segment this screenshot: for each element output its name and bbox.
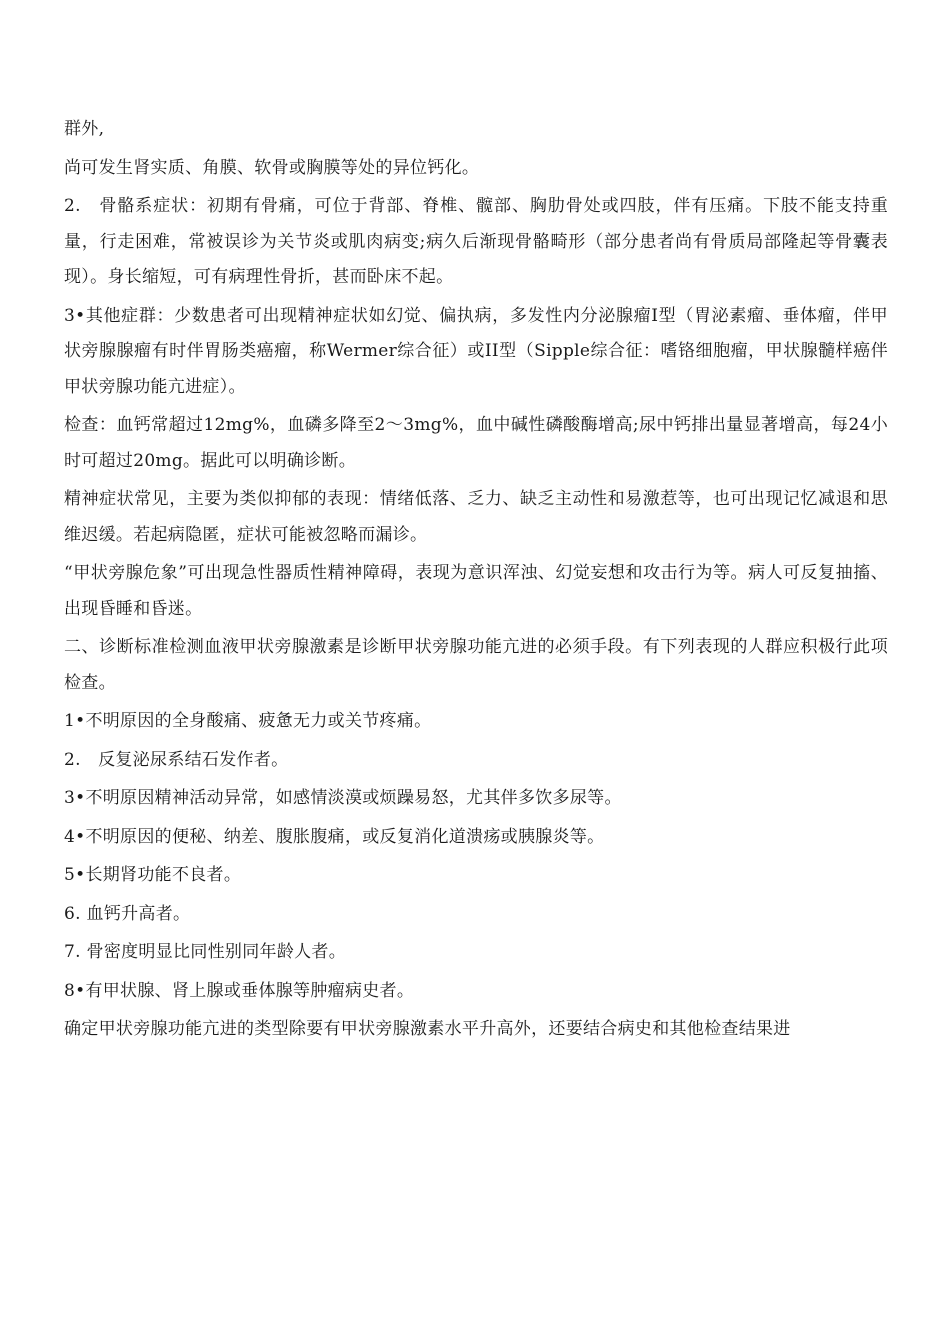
document-body <box>64 112 888 1048</box>
list-item-1: 1•不明原因的全身酸痛、疲惫无力或关节疼痛。 <box>64 711 432 731</box>
list-item-2: 2. 反复泌尿系结石发作者。 <box>64 749 289 770</box>
list-item-5: 5•长期肾功能不良者。 <box>64 865 242 885</box>
paragraph-ectopic-calcification: 尚可发生肾实质、角膜、软骨或胸膜等处的异位钙化。 <box>64 157 480 178</box>
paragraph-diagnostic-criteria: 二、诊断标准检测血液甲状旁腺激素是诊断甲状旁腺功能亢进的必须手段。有下列表现的人群应积极行此项检查。 <box>64 637 888 693</box>
list-item-8: 8•有甲状腺、肾上腺或垂体腺等肿瘤病史者。 <box>64 980 415 1001</box>
paragraph-skeletal-symptoms: 2. 骨骼系症状：初期有骨痛，可位于背部、脊椎、髋部、胸肋骨处或四肢，伴有压痛。下肢不能支持重量，行走困难，常被误诊为关节炎或肌肉病变;病久后渐现骨骼畸形（部分患者尚有骨质局部隆起等骨囊表现）。身长缩短，可有病理性骨折，甚而卧床不起。 <box>64 196 888 287</box>
paragraph-examination: 检查：血钙常超过12mg%，血磷多降至2〜3mg%，血中碱性磷酸酶增高;尿中钙排出量显著增高，每24小时可超过20mg。据此可以明确诊断。 <box>64 415 888 471</box>
paragraph-other-syndromes: 3•其他症群：少数患者可出现精神症状如幻觉、偏执病，多发性内分泌腺瘤Ⅰ型（胃泌素瘤、垂体瘤，伴甲状旁腺腺瘤有时伴胃肠类癌瘤，称Wermer综合征）或II型（Sipple综合征：嗜铬细胞瘤，甲状腺髓样癌伴甲状旁腺功能亢进症）。 <box>64 305 888 397</box>
list-item-4: 4•不明原因的便秘、纳差、腹胀腹痛，或反复消化道溃疡或胰腺炎等。 <box>64 826 605 847</box>
list-item-7: 7. 骨密度明显比同性别同年龄人者。 <box>64 942 347 962</box>
list-item-3: 3•不明原因精神活动异常，如感情淡漠或烦躁易怒，尤其伴多饮多尿等。 <box>64 788 622 808</box>
paragraph-type-determination: 确定甲状旁腺功能亢进的类型除要有甲状旁腺激素水平升高外，还要结合病史和其他检查结果进 <box>64 1019 791 1039</box>
paragraph-psychiatric-symptoms: 精神症状常见，主要为类似抑郁的表现：情绪低落、乏力、缺乏主动性和易激惹等，也可出现记忆减退和思维迟缓。若起病隐匿，症状可能被忽略而漏诊。 <box>64 489 888 545</box>
paragraph-continuation: 群外, <box>64 119 105 139</box>
paragraph-parathyroid-crisis: “甲状旁腺危象”可出现急性器质性精神障碍，表现为意识浑浊、幻觉妄想和攻击行为等。病人可反复抽搐、出现昏睡和昏迷。 <box>64 563 888 619</box>
list-item-6: 6. 血钙升高者。 <box>64 903 191 924</box>
